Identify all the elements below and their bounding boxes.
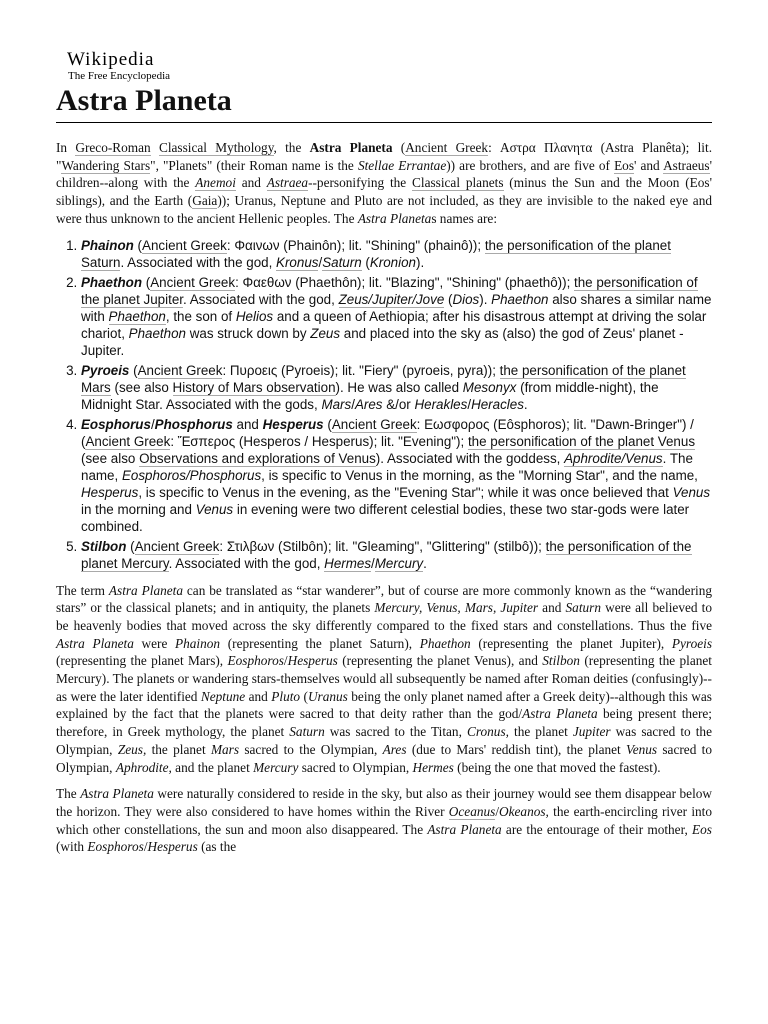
- paragraph-term: The term Astra Planeta can be translated as “star wanderer”, but of course are more commonly known as the “wandering stars” or the classical planets; and in antiquity, the planets Mercury, Venus, Mars, Jupiter and Saturn were all believed to be heavenly bodies that moved across the sky differently compared to the fixed stars and constellations. Thus the five Astra Planeta were Phainon (representing the planet Saturn), Phaethon (representing the planet Jupiter), Pyroeis (representing the planet Mars), Eosphoros/Hesperus (representing the planet Venus), and Stilbon (representing the planet Mercury). The planets or wandering stars-themselves would all subsequently be named after Roman deities (confusingly)--as were the later identified Neptune and Pluto (Uranus being the only planet named after a Greek deity)--although this was explained by the fact that the planets were sacred to that deity rather than the god/Astra Planeta being present there; therefore, in Greek mythology, the planet Saturn was sacred to the Titan, Cronus, the planet Jupiter was sacred to the Olympian, Zeus, the planet Mars sacred to the Olympian, Ares (due to Mars' reddish tint), the planet Venus sacred to Olympian, Aphrodite, and the planet Mercury sacred to Olympian, Hermes (being the one that moved the fastest).: [56, 582, 712, 775]
- link-anemoi[interactable]: Anemoi: [195, 175, 236, 191]
- link-kronus[interactable]: Kronus: [276, 254, 319, 270]
- list-item: 2. Phaethon (Ancient Greek: Φαεθων (Phaethôn); lit. "Blazing", "Shining" (phaethô)); the personification of the planet Jupiter. Associated with the god, Zeus/Jupiter/Jove (Dios). Phaethon also shares a similar name with Phaethon, the son of Helios and a queen of Aethiopia; after his disastrous attempt at driving the solar chariot, Phaethon was struck down by Zeus and placed into the sky as (also) the god of Zeus' planet - Jupiter.: [81, 274, 712, 359]
- link-personification-venus[interactable]: the personification of the planet Venus: [467, 433, 696, 449]
- link-aphrodite-venus[interactable]: Aphrodite/Venus: [564, 450, 663, 466]
- link-hermes[interactable]: Hermes: [324, 555, 372, 571]
- article-body: [56, 139, 712, 865]
- link-astraea[interactable]: Astraea: [266, 175, 309, 191]
- link-oceanus[interactable]: Oceanus: [448, 803, 496, 819]
- link-greco-roman[interactable]: Greco-Roman: [75, 140, 151, 155]
- link-saturn[interactable]: Saturn: [322, 254, 362, 270]
- link-ancient-greek[interactable]: Ancient Greek: [137, 362, 223, 378]
- link-eos[interactable]: Eos: [614, 157, 635, 173]
- logo-tagline: The Free Encyclopedia: [68, 70, 171, 82]
- link-ancient-greek[interactable]: Ancient Greek: [150, 274, 236, 290]
- link-gaia[interactable]: Gaia: [192, 193, 218, 209]
- wikipedia-logo[interactable]: [67, 50, 170, 83]
- link-wandering-stars[interactable]: Wandering Stars: [61, 157, 151, 173]
- link-astraeus[interactable]: Astraeus: [663, 157, 710, 173]
- link-phaethon[interactable]: Phaethon: [108, 308, 166, 324]
- list-item: 5. Stilbon (Ancient Greek: Στιλβων (Stilbôn); lit. "Gleaming", "Glittering" (stilbô)); the personification of the planet Mercury. Associated with the god, Hermes/Mercury.: [81, 538, 712, 572]
- link-classical-mythology[interactable]: Classical Mythology: [158, 140, 274, 155]
- link-personification-jupiter[interactable]: the personification of the planet Jupiter: [81, 274, 698, 307]
- link-ancient-greek[interactable]: Ancient Greek: [85, 433, 171, 449]
- link-zeus-jupiter-jove[interactable]: Zeus/Jupiter/Jove: [338, 291, 445, 307]
- link-personification-mercury[interactable]: the personification of the planet Mercury: [81, 538, 692, 571]
- intro-paragraph: In Greco-Roman Classical Mythology, the Astra Planeta (Ancient Greek: Αστρα Πλανητα (Astra Planêta); lit. "Wandering Stars", "Planets" (their Roman name is the Stellae Errantae)) are brothers, and are five of Eos' and Astraeus' children--along with the Anemoi and Astraea--personifying the Classical planets (minus the Sun and the Moon (Eos' siblings), and the Earth (Gaia)); Uranus, Neptune and Pluto are not included, as they are invisible to the naked eye and were thus unknown to the ancient Hellenic peoples. The Astra Planetas names are:: [56, 140, 713, 226]
- link-ancient-greek[interactable]: Ancient Greek: [331, 416, 417, 432]
- link-observations-venus[interactable]: Observations and explorations of Venus: [139, 450, 376, 466]
- article-title: Astra Planeta: [56, 82, 712, 123]
- link-ancient-greek[interactable]: Ancient Greek: [142, 237, 227, 253]
- link-personification-saturn[interactable]: the personification of the planet Saturn: [81, 237, 671, 270]
- link-ancient-greek[interactable]: Ancient Greek: [405, 140, 489, 155]
- list-item: 4. Eosphorus/Phosphorus and Hesperus (Ancient Greek: Εωσφορος (Eôsphoros); lit. "Dawn-Bringer") / (Ancient Greek: Ἕσπερος (Hesperos / Hesperus); lit. "Evening"); the personification of the planet Venus (see also Observations and explorations of Venus). Associated with the goddess, Aphrodite/Venus. The name, Eosphoros/Phosphorus, is specific to Venus in the morning, as the "Morning Star", and the name, Hesperus, is specific to Venus in the evening, as the "Evening Star"; while it was once believed that Venus in the morning and Venus in evening were two different celestial bodies, these two star-gods were later combined.: [81, 416, 712, 535]
- link-personification-mars[interactable]: the personification of the planet Mars: [81, 362, 686, 395]
- paragraph-residence: The Astra Planeta were naturally considered to reside in the sky, but also as their journey would see them disappear below the horizon. They were also considered to have homes within the River Oceanus/Okeanos, the earth-encircling river into which other constellations, the sun and moon also disappeared. The Astra Planeta are the entourage of their mother, Eos (with Eosphoros/Hesperus (as the: [56, 786, 713, 855]
- link-history-mars-observation[interactable]: History of Mars observation: [172, 379, 336, 395]
- list-item: 3. Pyroeis (Ancient Greek: Πυροεις (Pyroeis); lit. "Fiery" (pyroeis, pyra)); the personification of the planet Mars (see also History of Mars observation). He was also called Mesonyx (from middle-night), the Midnight Star. Associated with the gods, Mars/Ares &/or Herakles/Heracles.: [81, 362, 712, 413]
- list-item: 1. Phainon (Ancient Greek: Φαινων (Phainôn); lit. "Shining" (phainô)); the personification of the planet Saturn. Associated with the god, Kronus/Saturn (Kronion).: [81, 237, 712, 271]
- link-ancient-greek[interactable]: Ancient Greek: [134, 538, 220, 554]
- link-classical-planets[interactable]: Classical planets: [412, 175, 504, 191]
- planet-list: [56, 237, 712, 572]
- logo-wordmark: Wikipedia: [67, 49, 155, 70]
- link-mercury[interactable]: Mercury: [374, 555, 424, 571]
